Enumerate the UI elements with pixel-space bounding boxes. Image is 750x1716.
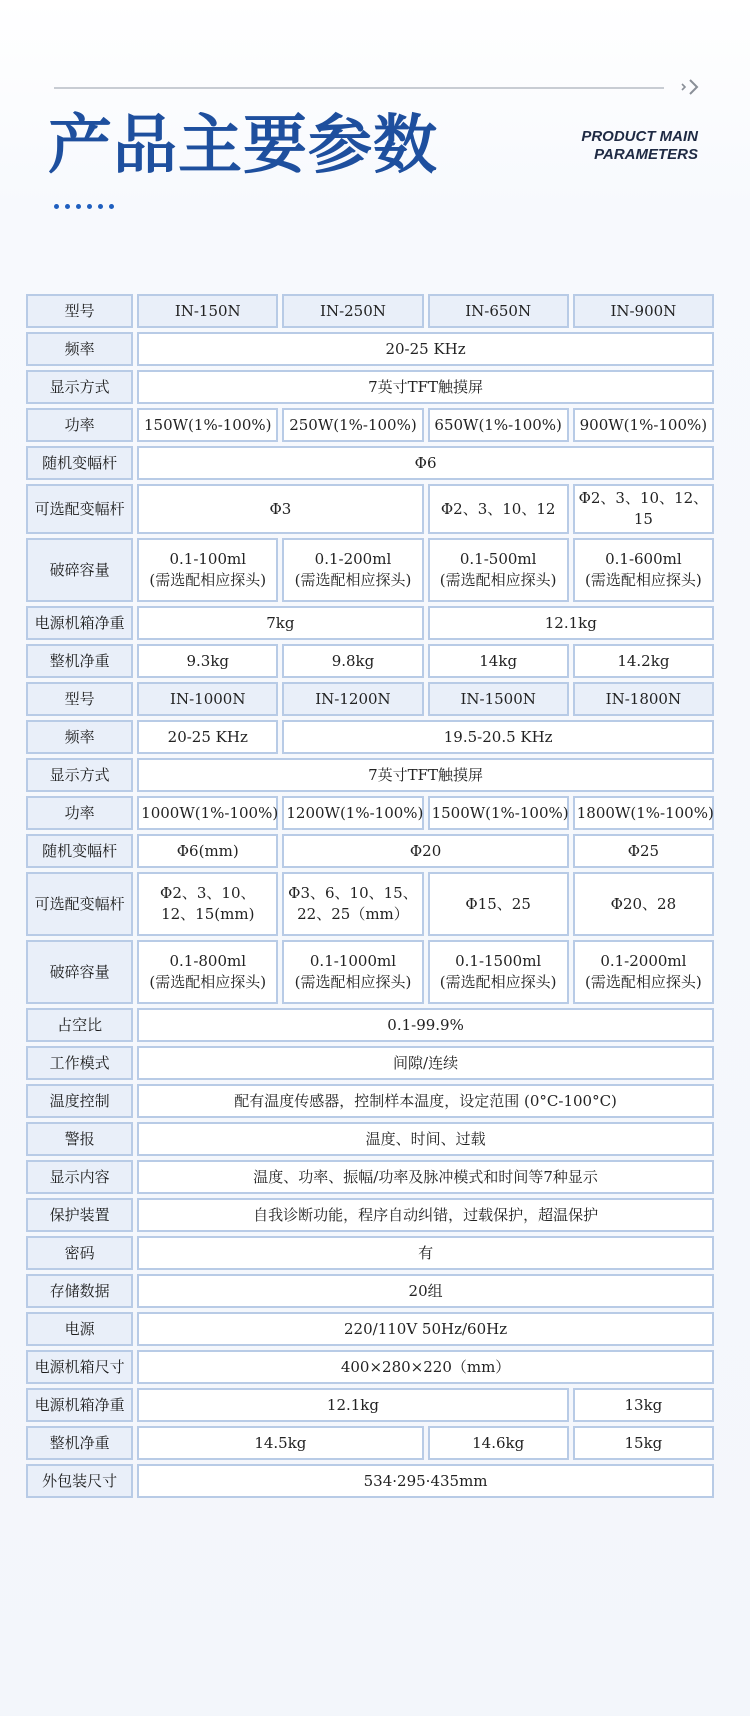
table-row: [26, 1464, 714, 1498]
page-title: 产品主要参数: [48, 108, 438, 183]
capacity-note: (需选配相应探头): [149, 973, 267, 991]
table-row: [26, 1046, 714, 1080]
double-chevron-right-icon: [680, 76, 704, 98]
row-label: 警报: [26, 1122, 133, 1156]
model-cell: IN-1500N: [428, 682, 569, 716]
subtitle-line-2: PARAMETERS: [594, 146, 698, 163]
capacity-note: (需选配相应探头): [294, 571, 412, 589]
value-cell: 9.3kg: [137, 644, 278, 678]
table-row: [26, 1426, 714, 1460]
model-cell: IN-150N: [137, 294, 278, 328]
page-subtitle: [438, 128, 698, 164]
value-cell: 有: [137, 1236, 714, 1270]
value-cell: Φ6: [137, 446, 714, 480]
table-row: [26, 940, 714, 1004]
value-cell: [428, 538, 569, 602]
row-label: 电源机箱尺寸: [26, 1350, 133, 1384]
value-cell: 自我诊断功能，程序自动纠错，过载保护，超温保护: [137, 1198, 714, 1232]
row-label: 电源: [26, 1312, 133, 1346]
row-label: 可选配变幅杆: [26, 872, 133, 936]
value-cell: Φ2、3、10、12: [428, 484, 569, 534]
table-row: [26, 720, 714, 754]
table-row: [26, 484, 714, 534]
value-cell: 20-25 KHz: [137, 720, 278, 754]
capacity-note: (需选配相应探头): [439, 973, 557, 991]
value-cell: [137, 872, 278, 936]
dot: [98, 204, 103, 209]
value-cell: 12.1kg: [137, 1388, 569, 1422]
value-cell: 14.2kg: [573, 644, 714, 678]
value-cell: 20组: [137, 1274, 714, 1308]
value-cell: 1500W(1%-100%): [428, 796, 569, 830]
row-label: 功率: [26, 408, 133, 442]
value-cell: [282, 872, 423, 936]
value-cell: 250W(1%-100%): [282, 408, 423, 442]
capacity-note: (需选配相应探头): [149, 571, 267, 589]
table-row: [26, 538, 714, 602]
option-line: 22、25（mm）: [297, 905, 409, 923]
table-row: [26, 1350, 714, 1384]
value-cell: Φ3: [137, 484, 423, 534]
table-row: [26, 370, 714, 404]
row-label: 存储数据: [26, 1274, 133, 1308]
model-cell: IN-1000N: [137, 682, 278, 716]
table-row: [26, 1160, 714, 1194]
row-label: 显示方式: [26, 370, 133, 404]
value-cell: 1800W(1%-100%): [573, 796, 714, 830]
value-cell: 1000W(1%-100%): [137, 796, 278, 830]
subtitle-line-1: PRODUCT MAIN: [581, 128, 698, 145]
value-cell: [282, 538, 423, 602]
value-cell: 400×280×220（mm）: [137, 1350, 714, 1384]
value-cell: [573, 538, 714, 602]
value-cell: 14.5kg: [137, 1426, 423, 1460]
capacity-note: (需选配相应探头): [439, 571, 557, 589]
value-cell: Φ6(mm): [137, 834, 278, 868]
model-cell: IN-650N: [428, 294, 569, 328]
capacity-value: 0.1-1000ml: [309, 952, 397, 970]
dot: [54, 204, 59, 209]
row-label: 整机净重: [26, 1426, 133, 1460]
value-cell: 20-25 KHz: [137, 332, 714, 366]
value-cell: 间隙/连续: [137, 1046, 714, 1080]
value-cell: Φ2、3、10、12、15: [573, 484, 714, 534]
row-label: 工作模式: [26, 1046, 133, 1080]
value-cell: Φ15、25: [428, 872, 569, 936]
row-label: 密码: [26, 1236, 133, 1270]
value-cell: [428, 940, 569, 1004]
row-label: 外包装尺寸: [26, 1464, 133, 1498]
row-label: 温度控制: [26, 1084, 133, 1118]
capacity-note: (需选配相应探头): [585, 571, 702, 589]
value-cell: 534·295·435mm: [137, 1464, 714, 1498]
table-row: [26, 1122, 714, 1156]
table-row: [26, 1312, 714, 1346]
value-cell: [282, 940, 423, 1004]
row-label: 破碎容量: [26, 940, 133, 1004]
value-cell: 220/110V 50Hz/60Hz: [137, 1312, 714, 1346]
table-row: [26, 408, 714, 442]
row-label: 占空比: [26, 1008, 133, 1042]
value-cell: 12.1kg: [428, 606, 714, 640]
model-cell: IN-1800N: [573, 682, 714, 716]
value-cell: 650W(1%-100%): [428, 408, 569, 442]
row-label: 随机变幅杆: [26, 834, 133, 868]
value-cell: 19.5-20.5 KHz: [282, 720, 714, 754]
value-cell: 9.8kg: [282, 644, 423, 678]
value-cell: 配有温度传感器，控制样本温度，设定范围 (0°C-100°C): [137, 1084, 714, 1118]
table-row: [26, 1274, 714, 1308]
model-cell: IN-1200N: [282, 682, 423, 716]
spec-table: [22, 290, 718, 1502]
row-label: 电源机箱净重: [26, 1388, 133, 1422]
row-label: 随机变幅杆: [26, 446, 133, 480]
table-row: [26, 606, 714, 640]
capacity-note: (需选配相应探头): [294, 973, 412, 991]
value-cell: [137, 538, 278, 602]
table-row: [26, 834, 714, 868]
row-label: 可选配变幅杆: [26, 484, 133, 534]
table-row: [26, 1084, 714, 1118]
value-cell: [137, 940, 278, 1004]
dot: [109, 204, 114, 209]
dot: [87, 204, 92, 209]
option-line: Φ3、6、10、15、: [288, 884, 418, 902]
capacity-value: 0.1-2000ml: [600, 952, 687, 970]
row-label: 整机净重: [26, 644, 133, 678]
table-row: [26, 1198, 714, 1232]
model-cell: IN-900N: [573, 294, 714, 328]
value-cell: Φ20、28: [573, 872, 714, 936]
value-cell: 900W(1%-100%): [573, 408, 714, 442]
model-cell: IN-250N: [282, 294, 423, 328]
row-label: 显示内容: [26, 1160, 133, 1194]
row-label: 频率: [26, 332, 133, 366]
table-row: [26, 682, 714, 716]
row-label: 频率: [26, 720, 133, 754]
value-cell: 7英寸TFT触摸屏: [137, 758, 714, 792]
capacity-note: (需选配相应探头): [585, 973, 702, 991]
option-line: Φ2、3、10、: [160, 884, 256, 902]
value-cell: 13kg: [573, 1388, 714, 1422]
capacity-value: 0.1-200ml: [314, 550, 392, 568]
value-cell: 7kg: [137, 606, 423, 640]
table-row: [26, 1388, 714, 1422]
table-row: [26, 644, 714, 678]
dot: [76, 204, 81, 209]
value-cell: 温度、时间、过载: [137, 1122, 714, 1156]
value-cell: Φ20: [282, 834, 568, 868]
value-cell: 15kg: [573, 1426, 714, 1460]
row-label: 保护装置: [26, 1198, 133, 1232]
capacity-value: 0.1-100ml: [169, 550, 247, 568]
value-cell: 7英寸TFT触摸屏: [137, 370, 714, 404]
table-row: [26, 446, 714, 480]
capacity-value: 0.1-1500ml: [455, 952, 542, 970]
table-row: [26, 796, 714, 830]
row-label: 功率: [26, 796, 133, 830]
row-label: 显示方式: [26, 758, 133, 792]
table-row: [26, 1008, 714, 1042]
table-row: [26, 332, 714, 366]
value-cell: 150W(1%-100%): [137, 408, 278, 442]
row-label: 电源机箱净重: [26, 606, 133, 640]
decorative-dots: [54, 204, 114, 209]
value-cell: Φ25: [573, 834, 714, 868]
table-row: [26, 1236, 714, 1270]
row-label: 型号: [26, 682, 133, 716]
dot: [65, 204, 70, 209]
row-label: 型号: [26, 294, 133, 328]
table-row: [26, 872, 714, 936]
value-cell: 0.1-99.9%: [137, 1008, 714, 1042]
value-cell: [573, 940, 714, 1004]
value-cell: 温度、功率、振幅/功率及脉冲模式和时间等7种显示: [137, 1160, 714, 1194]
table-row: [26, 294, 714, 328]
value-cell: 1200W(1%-100%): [282, 796, 423, 830]
value-cell: 14.6kg: [428, 1426, 569, 1460]
row-label: 破碎容量: [26, 538, 133, 602]
capacity-value: 0.1-500ml: [459, 550, 537, 568]
value-cell: 14kg: [428, 644, 569, 678]
capacity-value: 0.1-600ml: [605, 550, 682, 568]
option-line: 12、15(mm): [161, 905, 255, 923]
header-divider-line: [54, 87, 664, 89]
capacity-value: 0.1-800ml: [169, 952, 247, 970]
table-row: [26, 758, 714, 792]
